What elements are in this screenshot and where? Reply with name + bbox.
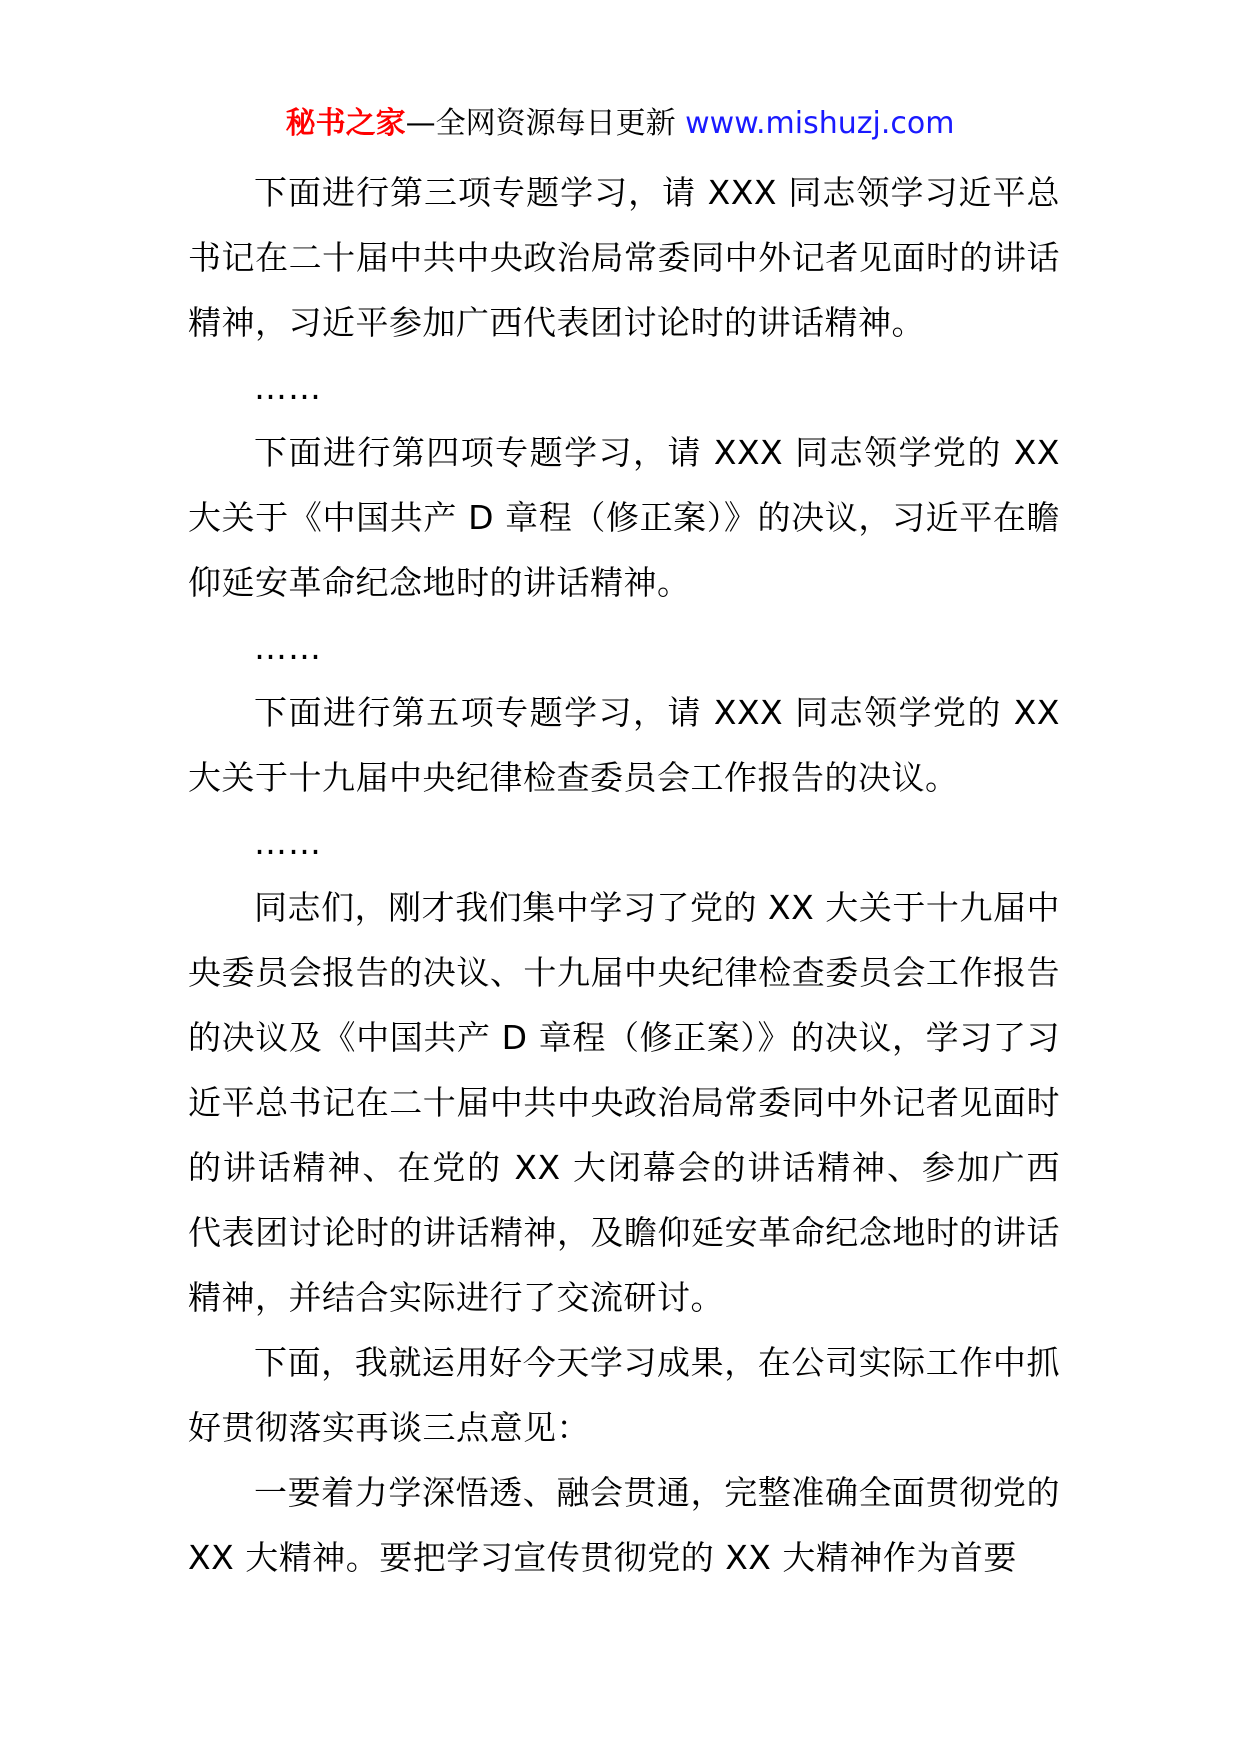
header-tagline: —全网资源每日更新 bbox=[405, 106, 676, 141]
document-body bbox=[188, 160, 1060, 1590]
ellipsis-1: …… bbox=[254, 368, 322, 407]
paragraph-point-one: 一要着力学深悟透、融会贯通，完整准确全面贯彻党的 XX 大精神。要把学习宣传贯彻党的 XX 大精神作为首要 bbox=[188, 1473, 1060, 1577]
brand-name: 秘书之家 bbox=[285, 106, 406, 141]
paragraph-transition: 下面，我就运用好今天学习成果，在公司实际工作中抓好贯彻落实再谈三点意见： bbox=[188, 1343, 1060, 1447]
paragraph-summary: 同志们，刚才我们集中学习了党的 XX 大关于十九届中央委员会报告的决议、十九届中央纪律检查委员会工作报告的决议及《中国共产 D 章程（修正案）》的决议，学习了习近平总书记在二十届中共中央政治局常委同中外记者见面时的讲话精神、在党的 XX 大闭幕会的讲话精神、参加广西代表团讨论时的讲话精神，及瞻仰延安革命纪念地时的讲话精神，并结合实际进行了交流研讨。 bbox=[188, 888, 1060, 1317]
paragraph-topic-three: 下面进行第三项专题学习，请 XXX 同志领学习近平总书记在二十届中共中央政治局常委同中外记者见面时的讲话精神，习近平参加广西代表团讨论时的讲话精神。 bbox=[188, 173, 1060, 342]
ellipsis-2: …… bbox=[254, 628, 322, 667]
ellipsis-3: …… bbox=[254, 823, 322, 862]
paragraph-topic-four: 下面进行第四项专题学习，请 XXX 同志领学党的 XX 大关于《中国共产 D 章程（修正案）》的决议，习近平在瞻仰延安革命纪念地时的讲话精神。 bbox=[188, 433, 1060, 602]
page-header bbox=[0, 101, 1240, 147]
website-link[interactable]: www.mishuzj.com bbox=[685, 106, 955, 141]
paragraph-topic-five: 下面进行第五项专题学习，请 XXX 同志领学党的 XX 大关于十九届中央纪律检查委员会工作报告的决议。 bbox=[188, 693, 1060, 797]
